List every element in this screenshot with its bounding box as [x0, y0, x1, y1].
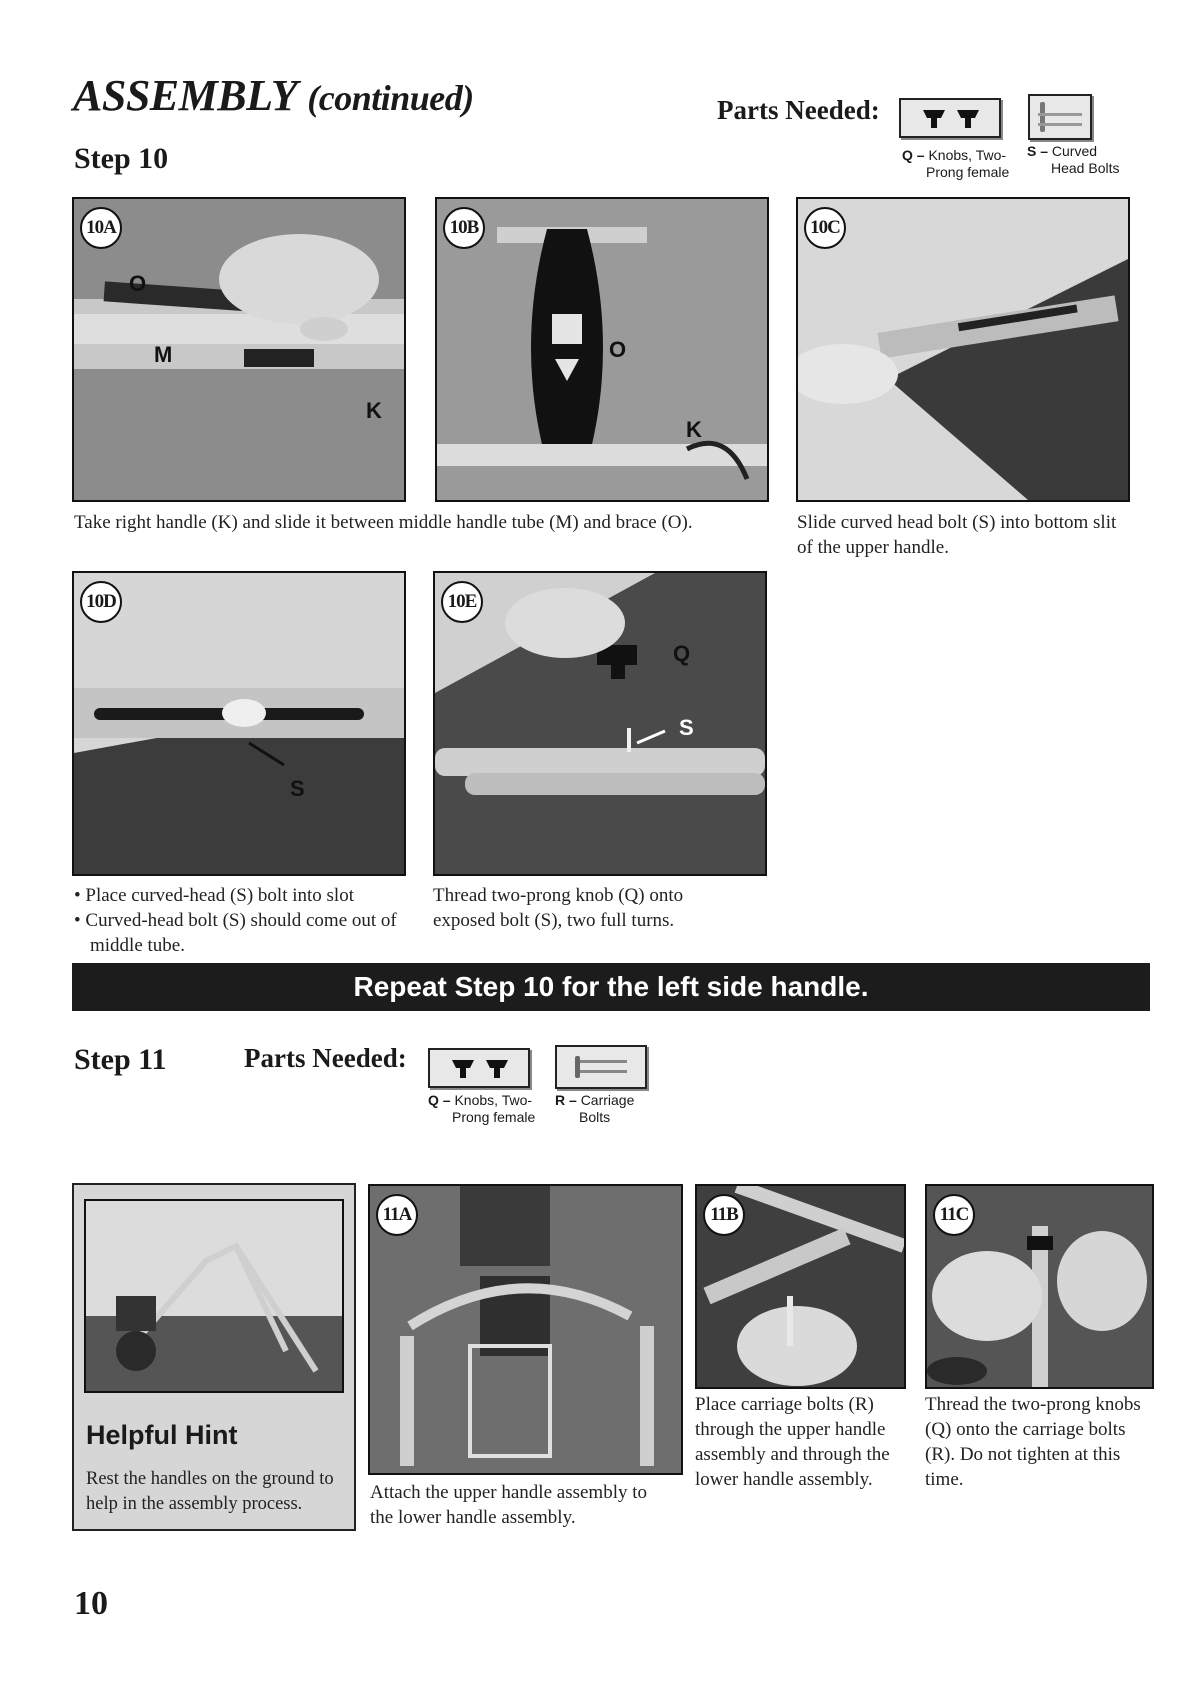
bolt-icon	[1030, 96, 1090, 138]
callout-s: S	[290, 776, 305, 801]
part-s-caption: S – Curved Head Bolts	[1027, 143, 1120, 176]
photo-11b-badge: 11B	[703, 1194, 745, 1236]
photo-10a-badge: 10A	[80, 207, 122, 249]
caption-10d-bullet: • Place curved-head (S) bolt into slot	[74, 883, 404, 908]
part-q-thumbnail	[428, 1048, 530, 1088]
repeat-step-banner: Repeat Step 10 for the left side handle.	[72, 963, 1150, 1011]
photo-10b-badge: 10B	[443, 207, 485, 249]
step-10-parts-label: Parts Needed:	[717, 95, 880, 125]
knob-icon	[430, 1050, 528, 1086]
photo-11c	[925, 1184, 1154, 1389]
photo-10e-badge: 10E	[441, 581, 483, 623]
callout-o: O	[129, 271, 147, 296]
step-11-label: Step 11	[74, 1043, 167, 1076]
part-q-caption: Q – Knobs, Two- Prong female	[428, 1092, 536, 1125]
callout-s: S	[679, 715, 694, 740]
photo-11a	[368, 1184, 683, 1475]
photo-10d	[72, 571, 406, 876]
photo-10c-badge: 10C	[804, 207, 846, 249]
hint-photo	[84, 1199, 344, 1393]
helpful-hint-box	[72, 1183, 356, 1531]
step-10-label: Step 10	[74, 142, 169, 175]
callout-k: K	[366, 398, 382, 423]
photo-11b	[695, 1184, 906, 1389]
caption-11a: Attach the upper handle assembly to the lower handle assembly.	[370, 1482, 648, 1528]
caption-11c: Thread the two-prong knobs (Q) onto the carriage bolts (R). Do not tighten at this time.	[925, 1394, 1141, 1490]
helpful-hint-title: Helpful Hint	[86, 1420, 238, 1450]
caption-10c: Slide curved head bolt (S) into bottom slit of the upper handle.	[797, 512, 1117, 558]
callout-q: Q	[673, 641, 691, 666]
step-11-parts-label: Parts Needed:	[244, 1043, 407, 1073]
callout-m: M	[154, 342, 173, 367]
bolt-icon	[557, 1047, 645, 1087]
callout-k: K	[686, 417, 702, 442]
page-title-sub: (continued)	[307, 78, 474, 118]
photo-10c	[796, 197, 1130, 502]
photo-10d-badge: 10D	[80, 581, 122, 623]
page-title-main: ASSEMBLY	[73, 71, 298, 120]
page-number: 10	[74, 1585, 108, 1622]
photo-10a	[72, 197, 406, 502]
part-r-caption: R – Carriage Bolts	[555, 1092, 635, 1125]
caption-11b: Place carriage bolts (R) through the upper handle assembly and through the lower handle assembly.	[695, 1394, 890, 1490]
caption-10d	[74, 883, 404, 958]
helpful-hint-text: Rest the handles on the ground to help in the assembly process.	[86, 1469, 334, 1514]
photo-11a-badge: 11A	[376, 1194, 418, 1236]
knob-icon	[901, 100, 999, 136]
callout-o: O	[609, 337, 627, 362]
part-q-caption: Q – Knobs, Two- Prong female	[902, 147, 1010, 180]
photo-11c-badge: 11C	[933, 1194, 975, 1236]
part-r-thumbnail	[555, 1045, 647, 1089]
photo-10b	[435, 197, 769, 502]
photo-10e	[433, 571, 767, 876]
caption-10ab: Take right handle (K) and slide it between middle handle tube (M) and brace (O).	[74, 512, 693, 533]
part-s-thumbnail	[1028, 94, 1092, 140]
page-title	[73, 70, 474, 121]
caption-10d-bullet: • Curved-head bolt (S) should come out of middle tube.	[74, 908, 404, 958]
caption-10e: Thread two-prong knob (Q) onto exposed bolt (S), two full turns.	[433, 885, 684, 931]
part-q-thumbnail	[899, 98, 1001, 138]
